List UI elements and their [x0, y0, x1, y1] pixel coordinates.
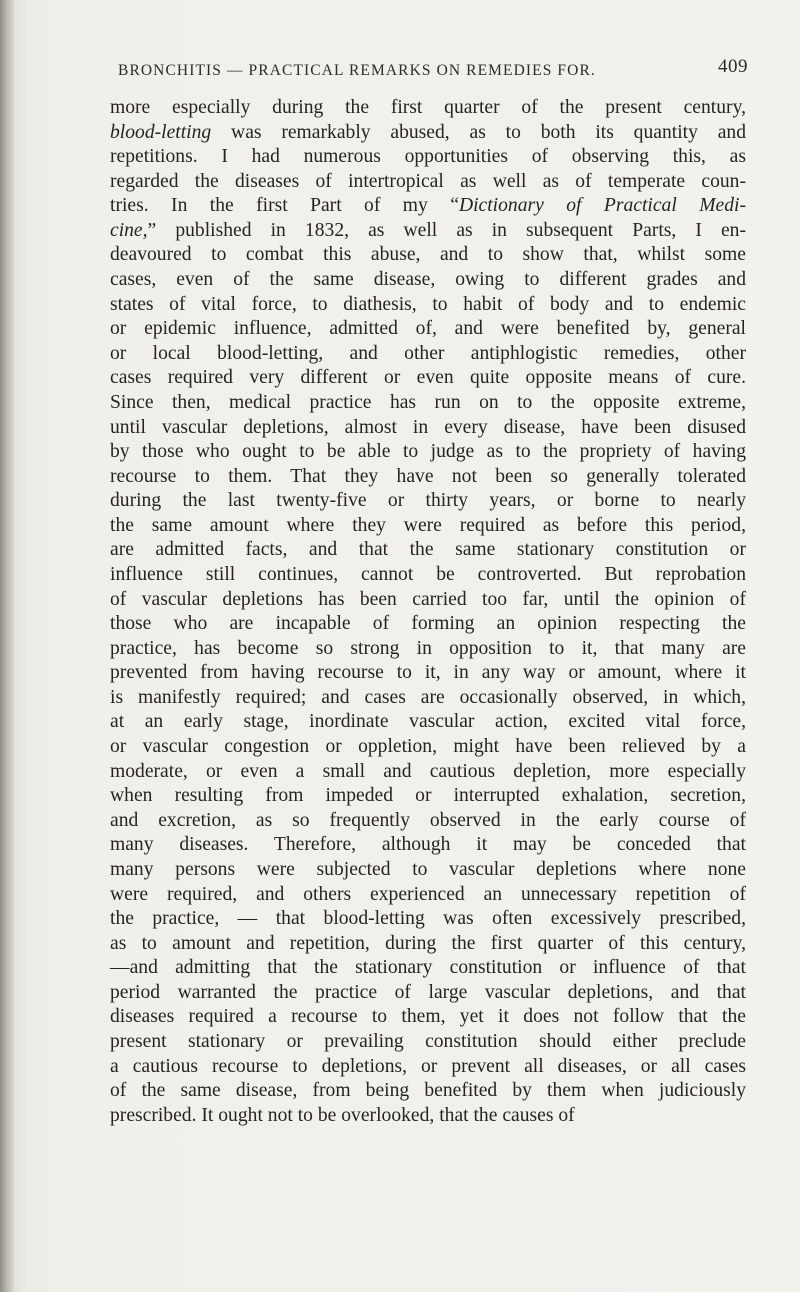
text-run: many diseases. Therefore, although it may be conceded that: [110, 834, 746, 856]
text-run: the practice, — that blood-letting was often excessively prescribed,: [110, 908, 746, 930]
text-line: [110, 170, 746, 195]
text-run: cases, even of the same disease, owing to different grades and: [110, 269, 746, 291]
text-run: or local blood-letting, and other antiphlogistic remedies, other: [110, 342, 746, 364]
text-run: and excretion, as so frequently observed in the early course of: [110, 809, 746, 831]
text-run: those who are incapable of forming an opinion respecting the: [110, 613, 746, 635]
text-run: or epidemic influence, admitted of, and were benefited by, general: [110, 318, 746, 340]
text-run: ” published in 1832, as well as in subsequent Parts, I en-: [147, 219, 746, 241]
text-run: influence still continues, cannot be controverted. But reprobation: [110, 563, 746, 585]
text-run: at an early stage, inordinate vascular action, excited vital force,: [110, 711, 746, 733]
text-run: when resulting from impeded or interrupted exhalation, secretion,: [110, 785, 746, 807]
text-line: [110, 858, 746, 883]
text-run: of the same disease, from being benefited by them when judiciously: [110, 1080, 746, 1102]
text-line: [110, 833, 746, 858]
text-line: [110, 121, 746, 146]
text-run: is manifestly required; and cases are occasionally observed, in which,: [110, 686, 746, 708]
text-line: [110, 342, 746, 367]
text-run: tries. In the first Part of my “: [110, 195, 459, 217]
text-run: diseases required a recourse to them, yet it does not follow that the: [110, 1006, 746, 1028]
text-run: until vascular depletions, almost in every disease, have been disused: [110, 416, 746, 438]
text-line: [110, 145, 746, 170]
running-head: [118, 56, 748, 86]
text-run: present stationary or prevailing constitution should either preclude: [110, 1030, 746, 1052]
text-run: moderate, or even a small and cautious depletion, more especially: [110, 760, 746, 782]
text-line: [110, 366, 746, 391]
text-line: [110, 784, 746, 809]
text-line: [110, 612, 746, 637]
text-line: [110, 1030, 746, 1055]
text-line: [110, 1079, 746, 1104]
text-line: [110, 1055, 746, 1080]
text-run: regarded the diseases of intertropical as well as of temperate coun-: [110, 170, 746, 192]
text-line: [110, 538, 746, 563]
text-line: [110, 588, 746, 613]
text-line: [110, 293, 746, 318]
text-line: [110, 735, 746, 760]
text-run: by those who ought to be able to judge as to the propriety of having: [110, 441, 746, 463]
body-paragraph: [110, 96, 746, 1128]
text-line: [110, 219, 746, 244]
text-line: [110, 194, 746, 219]
text-line: [110, 981, 746, 1006]
text-line: [110, 956, 746, 981]
text-line: [110, 883, 746, 908]
running-head-title: BRONCHITIS — PRACTICAL REMARKS ON REMEDIES FOR.: [118, 62, 596, 79]
text-line: [110, 809, 746, 834]
text-run: period warranted the practice of large vascular depletions, and that: [110, 981, 746, 1003]
text-line: [110, 661, 746, 686]
text-line: [110, 710, 746, 735]
text-run: more especially during the first quarter of the present century,: [110, 97, 746, 118]
text-line: [110, 317, 746, 342]
text-line: [110, 760, 746, 785]
text-run: are admitted facts, and that the same stationary constitution or: [110, 539, 746, 561]
text-run: recourse to them. That they have not been so generally tolerated: [110, 465, 746, 487]
text-line: [110, 416, 746, 441]
text-run: during the last twenty-five or thirty years, or borne to nearly: [110, 490, 746, 512]
text-run: was remarkably abused, as to both its quantity and: [211, 121, 746, 143]
text-run: of vascular depletions has been carried too far, until the opinion of: [110, 588, 746, 610]
text-line: [110, 440, 746, 465]
text-line: [110, 514, 746, 539]
text-line: [110, 563, 746, 588]
text-run: or vascular congestion or oppletion, might have been relieved by a: [110, 736, 746, 758]
italic-text-run: cine,: [110, 219, 148, 241]
italic-text-run: Dictionary of Practical Medi-: [458, 195, 746, 217]
text-run: were required, and others experienced an unnecessary repetition of: [110, 883, 746, 905]
text-line: [110, 686, 746, 711]
text-line: [110, 637, 746, 662]
text-line: [110, 932, 746, 957]
text-line: [110, 96, 746, 121]
page-binding-edge: [0, 0, 14, 1292]
text-line: [110, 391, 746, 416]
text-run: the same amount where they were required as before this period,: [110, 514, 746, 536]
text-line: [110, 1104, 746, 1129]
text-line: [110, 1005, 746, 1030]
page-number: 409: [718, 56, 748, 77]
text-line: [110, 465, 746, 490]
text-run: many persons were subjected to vascular depletions where none: [110, 858, 746, 880]
text-run: deavoured to combat this abuse, and to show that, whilst some: [110, 244, 746, 266]
text-run: repetitions. I had numerous opportunities of observing this, as: [110, 146, 746, 168]
text-run: Since then, medical practice has run on to the opposite extreme,: [110, 391, 746, 413]
italic-text-run: blood-letting: [110, 121, 212, 143]
text-line: [110, 268, 746, 293]
text-line: [110, 243, 746, 268]
text-run: practice, has become so strong in opposition to it, that many are: [110, 637, 746, 659]
text-line: [110, 489, 746, 514]
text-run: prescribed. It ought not to be overlooked, that the causes of: [110, 1104, 575, 1126]
text-run: states of vital force, to diathesis, to habit of body and to endemic: [110, 293, 746, 315]
text-run: —and admitting that the stationary constitution or influence of that: [110, 957, 746, 979]
text-run: as to amount and repetition, during the first quarter of this century,: [110, 932, 746, 954]
text-run: prevented from having recourse to it, in any way or amount, where it: [110, 662, 746, 684]
text-run: a cautious recourse to depletions, or prevent all diseases, or all cases: [110, 1055, 746, 1077]
text-line: [110, 907, 746, 932]
text-run: cases required very different or even quite opposite means of cure.: [110, 367, 746, 389]
